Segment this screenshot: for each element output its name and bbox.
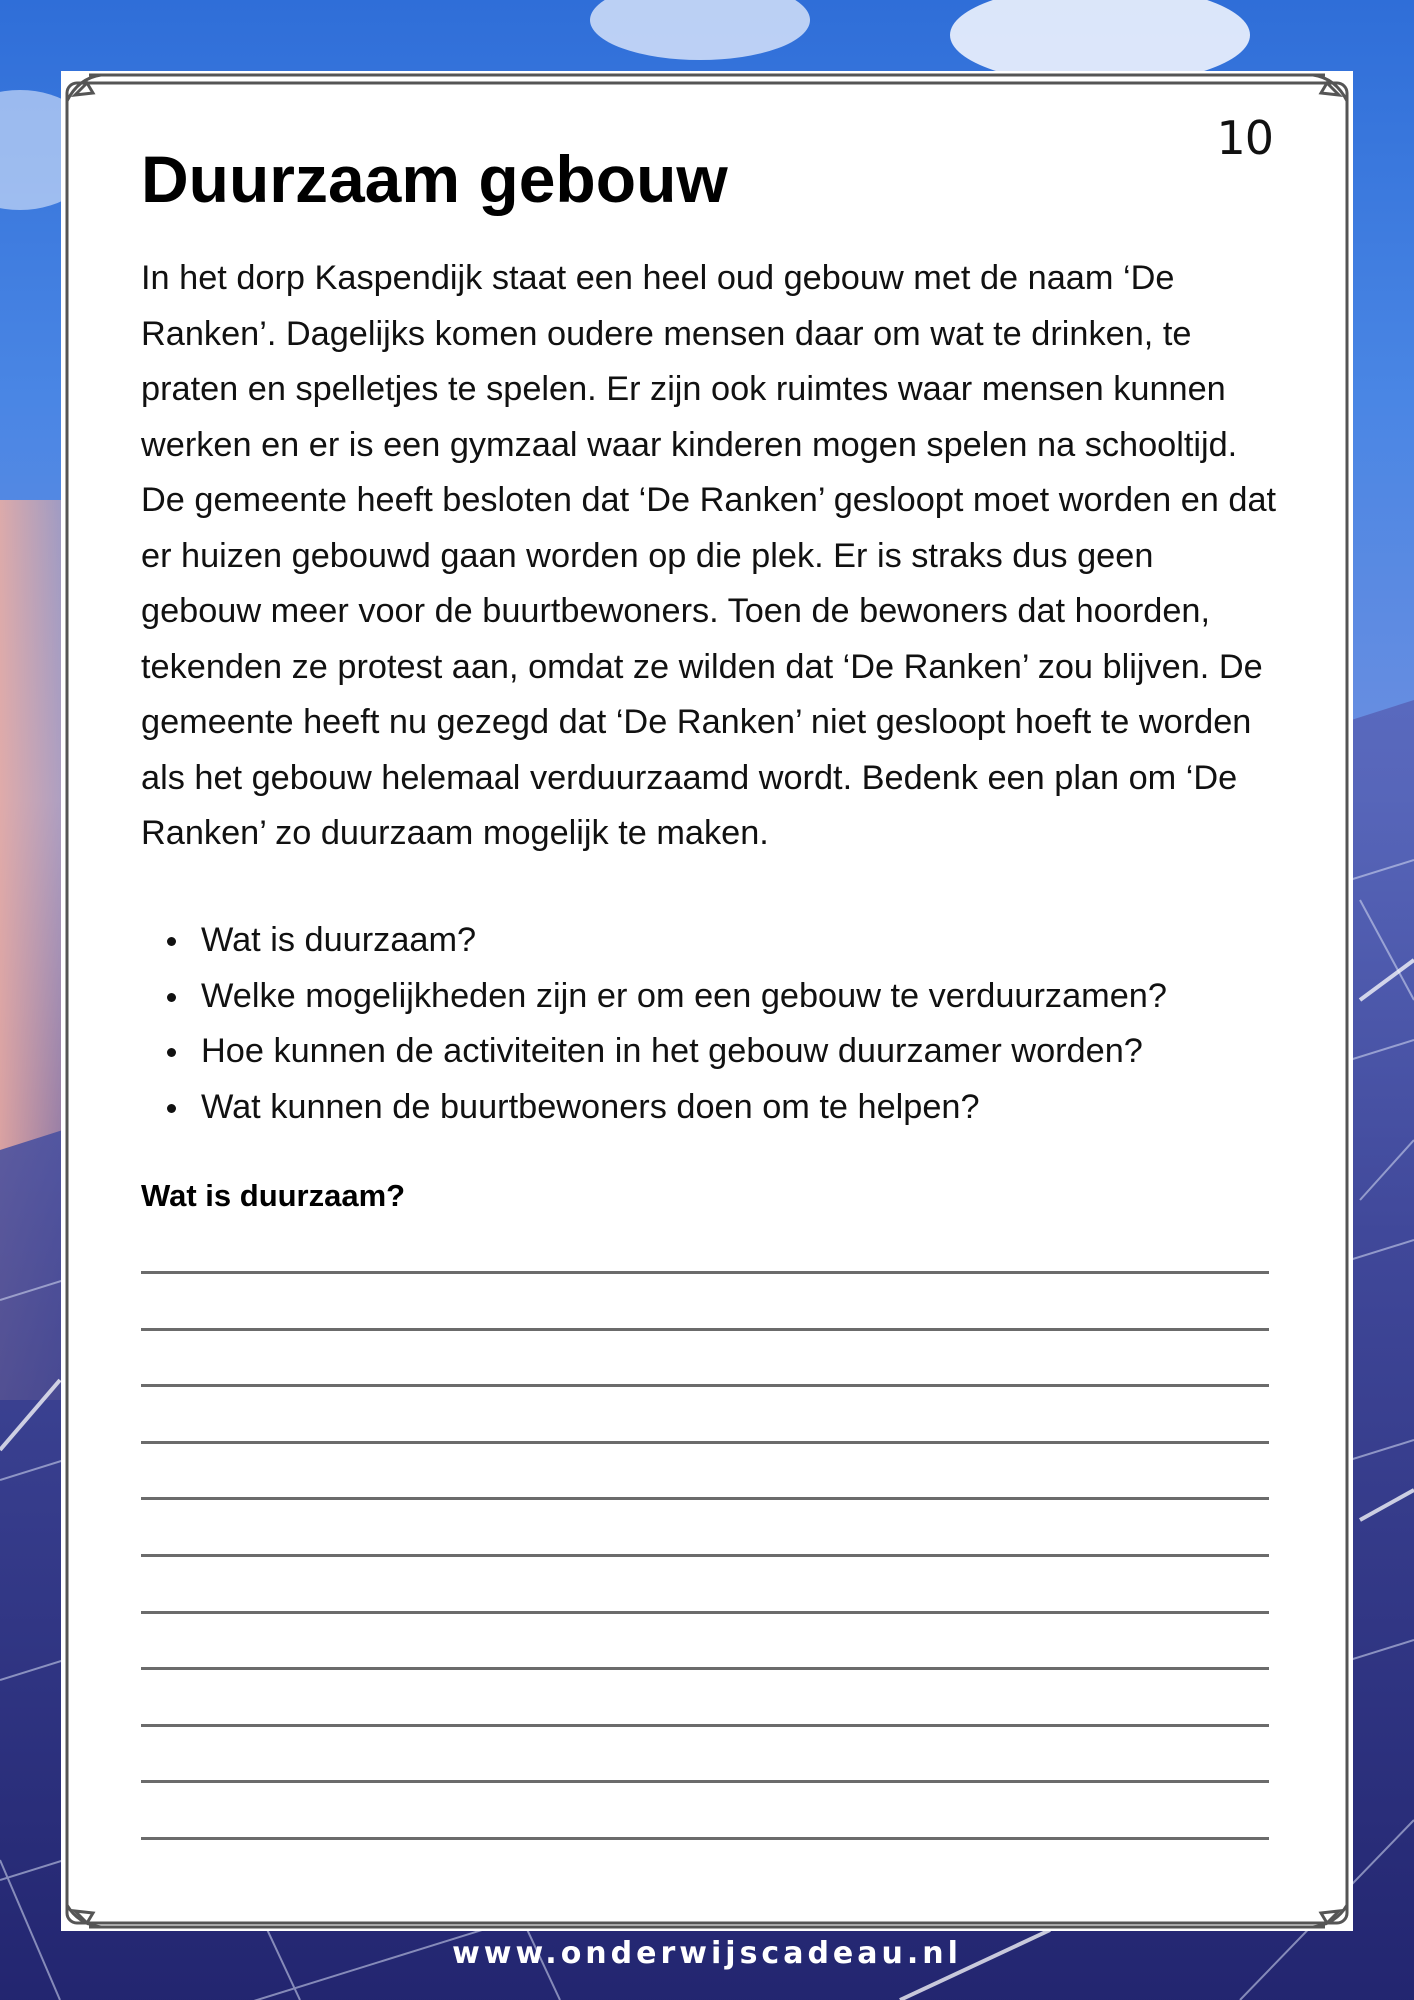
- list-item: [201, 969, 1341, 1025]
- intro-paragraph: In het dorp Kaspendijk staat een heel oud gebouw met de naam ‘De Ranken’. Dagelijks komen oudere mensen daar om wat te drinken, te praten en spelletjes te spelen. Er zijn ook ruimtes waar mensen kunnen werken en er is een gymzaal waar kinderen mogen spelen na schooltijd. De gemeente heeft besloten dat ‘De Ranken’ gesloopt moet worden en dat er huizen gebouwd gaan worden op die plek. Er is straks dus geen gebouw meer voor de buurtbewoners. Toen de bewoners dat hoorden, tekenden ze protest aan, omdat ze wilden dat ‘De Ranken’ zou blijven. De gemeente heeft nu gezegd dat ‘De Ranken’ niet gesloopt hoeft te worden als het gebouw helemaal verduurzaamd wordt. Bedenk een plan om ‘De Ranken’ zo duurzaam mogelijk te maken.: [141, 259, 1277, 852]
- answer-line: [141, 1441, 1269, 1444]
- answer-line: [141, 1328, 1269, 1331]
- bullet-icon: [167, 1104, 176, 1113]
- answer-line: [141, 1667, 1269, 1670]
- answer-line: [141, 1780, 1269, 1783]
- bullet-icon: [167, 993, 176, 1002]
- question-text: Wat is duurzaam?: [201, 921, 477, 959]
- question-list: [141, 913, 1341, 1135]
- worksheet-page: [61, 71, 1353, 1931]
- answer-line: [141, 1611, 1269, 1614]
- question-text: Wat kunnen de buurtbewoners doen om te helpen?: [201, 1087, 980, 1126]
- answer-line: [141, 1554, 1269, 1557]
- footer-url: www.onderwijscadeau.nl: [452, 1936, 962, 1971]
- bullet-icon: [167, 1048, 176, 1057]
- list-item: [201, 1024, 1341, 1080]
- answer-heading: Wat is duurzaam?: [141, 1178, 406, 1213]
- page-title: Duurzaam gebouw: [141, 142, 728, 216]
- question-text: Welke mogelijkheden zijn er om een gebouw te verduurzamen?: [201, 976, 1167, 1015]
- answer-line: [141, 1384, 1269, 1387]
- page-number: 10: [1216, 111, 1273, 165]
- question-text: Hoe kunnen de activiteiten in het gebouw duurzamer worden?: [201, 1032, 1143, 1070]
- list-item: [201, 913, 1341, 969]
- answer-line: [141, 1271, 1269, 1274]
- answer-line: [141, 1724, 1269, 1727]
- list-item: [201, 1080, 1341, 1136]
- answer-line: [141, 1497, 1269, 1500]
- bullet-icon: [167, 937, 176, 946]
- answer-line: [141, 1837, 1269, 1840]
